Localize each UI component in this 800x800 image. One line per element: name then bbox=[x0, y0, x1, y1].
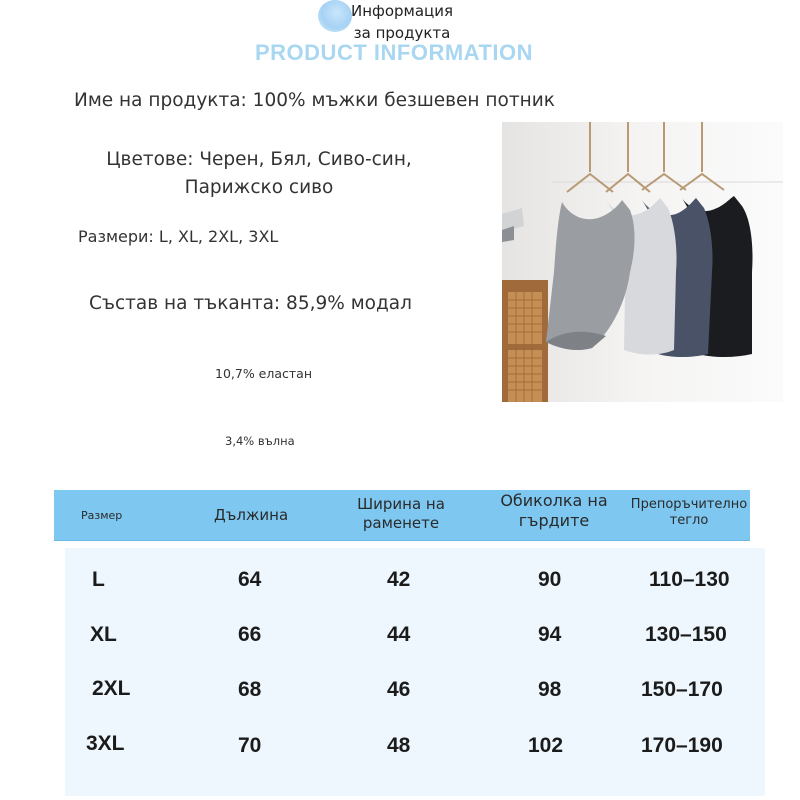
cell-weight-2XL: 150–170 bbox=[641, 678, 723, 701]
cell-shoulder-2XL: 46 bbox=[387, 678, 411, 701]
product-colors bbox=[74, 146, 444, 202]
rattan-cabinet bbox=[502, 280, 548, 402]
product-photo-illustration bbox=[502, 122, 783, 402]
cell-size-3XL: 3XL bbox=[86, 732, 125, 755]
cell-size-XL: XL bbox=[90, 623, 117, 646]
fabric-wool: 3,4% вълна bbox=[225, 434, 295, 448]
fabric-composition: Състав на тъканта: 85,9% модал bbox=[89, 293, 412, 314]
header-size: Размер bbox=[81, 509, 123, 522]
cell-weight-XL: 130–150 bbox=[645, 623, 727, 646]
product-colors-line1: Цветове: Черен, Бял, Сиво-син, bbox=[106, 149, 412, 170]
header-length: Дължина bbox=[214, 506, 289, 524]
product-photo bbox=[502, 122, 783, 402]
cell-chest-L: 90 bbox=[538, 568, 562, 591]
header-shoulder-width-line2: раменете bbox=[362, 514, 440, 532]
size-table-header bbox=[54, 490, 750, 541]
header-title-line1: Информация bbox=[350, 2, 454, 20]
cell-chest-2XL: 98 bbox=[538, 678, 562, 701]
cell-length-XL: 66 bbox=[238, 623, 262, 646]
cell-shoulder-L: 42 bbox=[387, 568, 411, 591]
header-recommended-weight-line1: Препоръчително bbox=[630, 497, 748, 512]
cell-length-L: 64 bbox=[238, 568, 262, 591]
header-recommended-weight-line2: тегло bbox=[669, 513, 709, 528]
header-recommended-weight bbox=[627, 497, 751, 529]
product-colors-line2: Парижско сиво bbox=[184, 177, 334, 198]
header-chest-line2: гърдите bbox=[518, 511, 590, 530]
cell-shoulder-XL: 44 bbox=[387, 623, 411, 646]
size-table-body bbox=[65, 548, 765, 796]
product-name: Име на продукта: 100% мъжки безшевен потник bbox=[74, 90, 555, 111]
cell-length-2XL: 68 bbox=[238, 678, 262, 701]
product-sizes: Размери: L, XL, 2XL, 3XL bbox=[78, 227, 279, 246]
header-shoulder-width-line1: Ширина на bbox=[357, 495, 445, 513]
cell-shoulder-3XL: 48 bbox=[387, 734, 411, 757]
cell-weight-L: 110–130 bbox=[649, 568, 730, 591]
header-chest bbox=[492, 491, 616, 531]
cell-chest-XL: 94 bbox=[538, 623, 562, 646]
cell-weight-3XL: 170–190 bbox=[641, 734, 723, 757]
cell-length-3XL: 70 bbox=[238, 734, 262, 757]
header-shoulder-width bbox=[349, 495, 453, 533]
header-title-line2: за продукта bbox=[353, 24, 451, 42]
header-chest-line1: Обиколка на bbox=[500, 491, 608, 510]
header-title bbox=[320, 0, 484, 44]
cell-size-L: L bbox=[92, 568, 105, 591]
fabric-elastane: 10,7% еластан bbox=[215, 366, 313, 381]
cell-chest-3XL: 102 bbox=[528, 734, 564, 757]
cell-size-2XL: 2XL bbox=[92, 677, 131, 700]
header-title-english: PRODUCT INFORMATION bbox=[255, 40, 533, 65]
